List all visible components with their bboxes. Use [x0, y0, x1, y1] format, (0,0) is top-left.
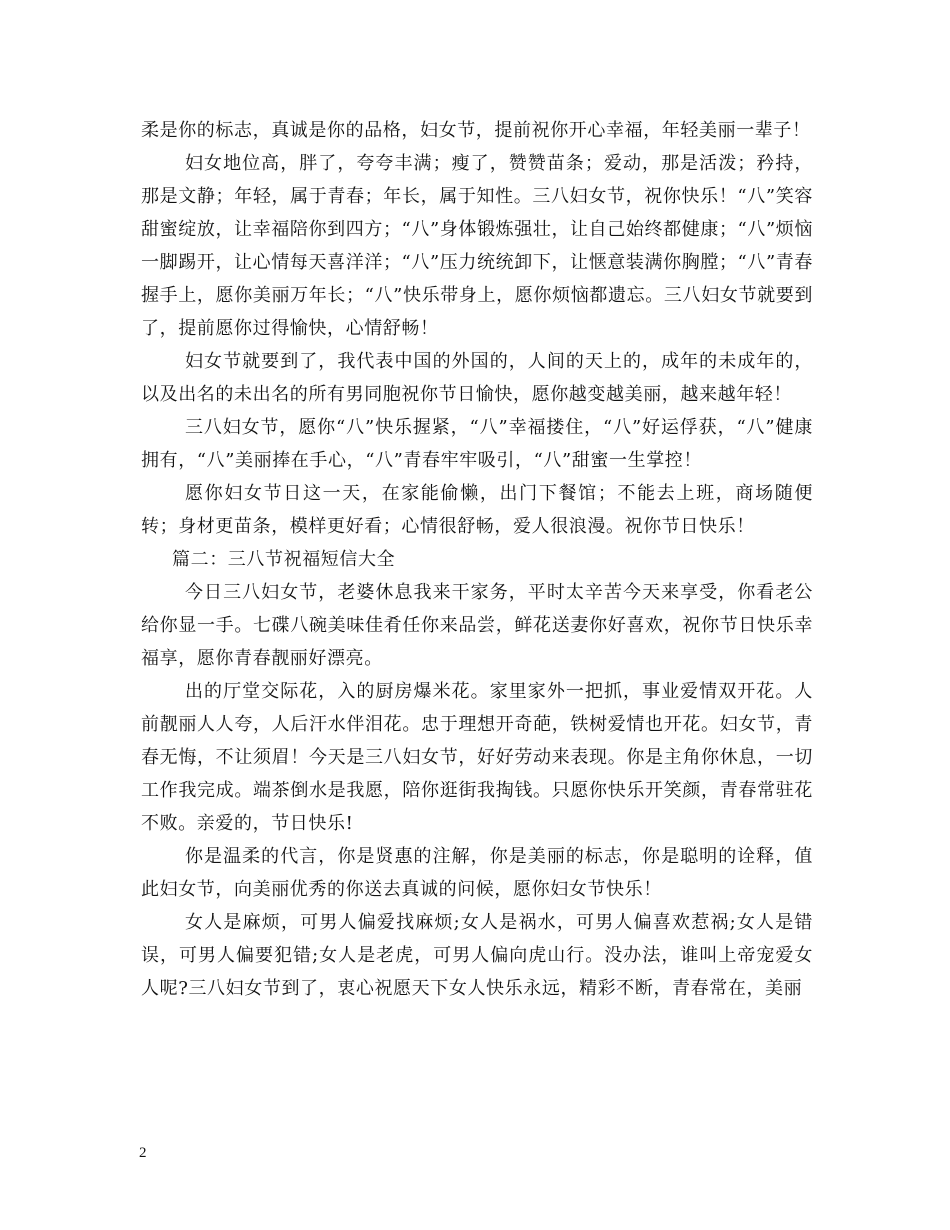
- paragraph-8: 你是温柔的代言，你是贤惠的注解，你是美丽的标志，你是聪明的诠释，值此妇女节，向美丽优秀的你送去真诚的问候，愿你妇女节快乐！: [141, 846, 813, 900]
- paragraph-5: 愿你妇女节日这一天，在家能偷懒，出门下餐馆；不能去上班，商场随便转；身材更苗条，模样更好看；心情很舒畅，爱人很浪漫。祝你节日快乐！: [141, 483, 813, 537]
- paragraph-7: 出的厅堂交际花，入的厨房爆米花。家里家外一把抓，事业爱情双开花。人前靓丽人人夸，人后汗水伴泪花。忠于理想开奇葩，铁树爱情也开花。妇女节，青春无悔，不让须眉！今天是三八妇女节，好好劳动来表现。你是主角你休息，一切工作我完成。端茶倒水是我愿，陪你逛街我掏钱。只愿你快乐开笑颜，青春常驻花不败。亲爱的，节日快乐!: [141, 681, 813, 834]
- paragraph-9: 女人是麻烦，可男人偏爱找麻烦;女人是祸水，可男人偏喜欢惹祸;女人是错误，可男人偏要犯错;女人是老虎，可男人偏向虎山行。没办法，谁叫上帝宠爱女人呢?三八妇女节到了，衷心祝愿天下女人快乐永远，精彩不断，青春常在，美丽: [141, 912, 813, 999]
- page-number: 2: [139, 1145, 147, 1161]
- paragraph-6: 今日三八妇女节，老婆休息我来干家务，平时太辛苦今天来享受，你看老公给你显一手。七碟八碗美味佳肴任你来品尝，鲜花送妻你好喜欢，祝你节日快乐幸福享，愿你青春靓丽好漂亮。: [141, 582, 813, 669]
- paragraph-4: 三八妇女节，愿你“八”快乐握紧，“八”幸福搂住，“八”好运俘获，“八”健康拥有，“八”美丽捧在手心，“八”青春牢牢吸引，“八”甜蜜一生掌控！: [141, 417, 813, 471]
- paragraph-2: 妇女地位高，胖了，夸夸丰满；瘦了，赞赞苗条；爱动，那是活泼；矜持，那是文静；年轻，属于青春；年长，属于知性。三八妇女节，祝你快乐！“八”笑容甜蜜绽放，让幸福陪你到四方；“八”身体锻炼强壮，让自己始终都健康；“八”烦恼一脚踢开，让心情每天喜洋洋；“八”压力统统卸下，让惬意装满你胸膛；“八”青春握手上，愿你美丽万年长；“八”快乐带身上，愿你烦恼都遗忘。三八妇女节就要到了，提前愿你过得愉快，心情舒畅！: [141, 153, 813, 339]
- paragraph-3: 妇女节就要到了，我代表中国的外国的，人间的天上的，成年的未成年的，以及出名的未出名的所有男同胞祝你节日愉快，愿你越变越美丽，越来越年轻！: [141, 351, 813, 405]
- document-body: [141, 114, 813, 1005]
- paragraph-1: 柔是你的标志，真诚是你的品格，妇女节，提前祝你开心幸福，年轻美丽一辈子！: [141, 120, 811, 141]
- section-heading: 篇二：三八节祝福短信大全: [172, 549, 396, 570]
